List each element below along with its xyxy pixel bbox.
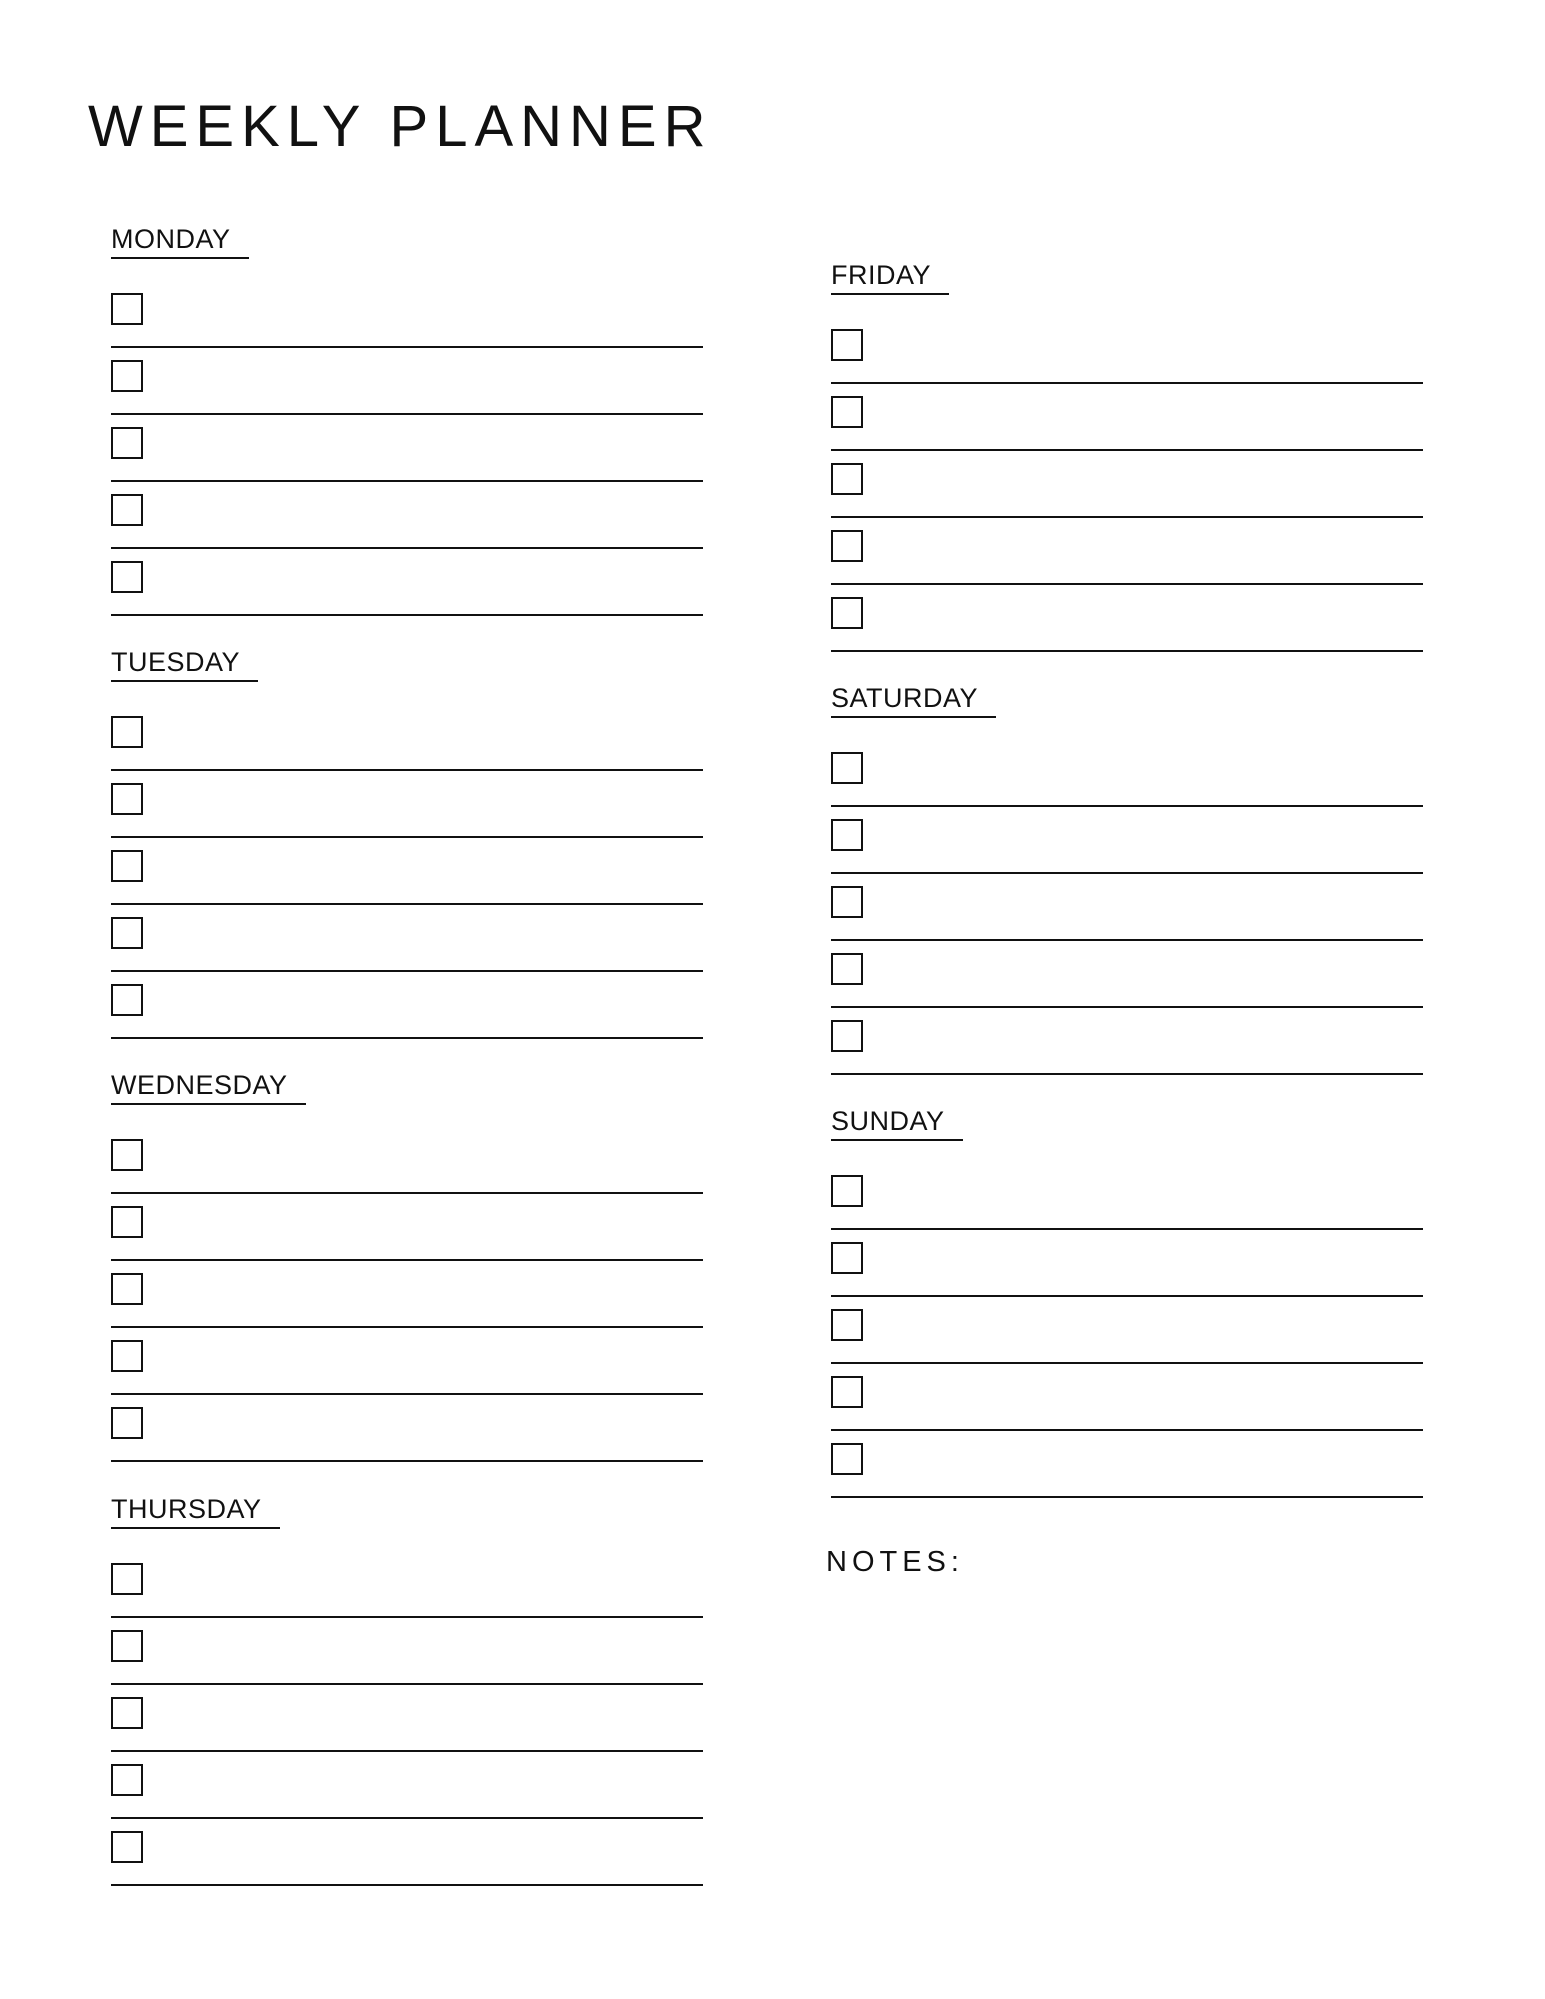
task-checkbox[interactable] (111, 984, 143, 1016)
day-tuesday (111, 649, 703, 1039)
day-heading: FRIDAY (831, 262, 949, 295)
task-row[interactable] (831, 319, 1423, 384)
day-heading: MONDAY (111, 226, 249, 259)
task-row[interactable] (111, 1263, 703, 1328)
task-row[interactable] (111, 1553, 703, 1618)
task-row[interactable] (831, 1165, 1423, 1230)
task-list (111, 1129, 703, 1462)
task-list (111, 706, 703, 1039)
task-row[interactable] (831, 943, 1423, 1008)
task-row[interactable] (111, 484, 703, 549)
task-checkbox[interactable] (111, 427, 143, 459)
task-row[interactable] (111, 706, 703, 771)
task-checkbox[interactable] (111, 1563, 143, 1595)
task-row[interactable] (111, 283, 703, 348)
task-checkbox[interactable] (111, 293, 143, 325)
task-checkbox[interactable] (831, 530, 863, 562)
task-row[interactable] (111, 1129, 703, 1194)
task-list (111, 1553, 703, 1886)
task-row[interactable] (111, 773, 703, 838)
task-checkbox[interactable] (111, 716, 143, 748)
task-checkbox[interactable] (831, 819, 863, 851)
task-row[interactable] (111, 1196, 703, 1261)
task-row[interactable] (111, 1620, 703, 1685)
task-row[interactable] (831, 1299, 1423, 1364)
task-row[interactable] (111, 840, 703, 905)
notes-area[interactable] (826, 1600, 1422, 1900)
task-checkbox[interactable] (111, 1407, 143, 1439)
task-checkbox[interactable] (111, 1206, 143, 1238)
task-row[interactable] (111, 551, 703, 616)
task-checkbox[interactable] (831, 1242, 863, 1274)
task-checkbox[interactable] (111, 783, 143, 815)
task-row[interactable] (111, 417, 703, 482)
task-checkbox[interactable] (111, 561, 143, 593)
task-checkbox[interactable] (831, 1020, 863, 1052)
task-row[interactable] (111, 974, 703, 1039)
task-checkbox[interactable] (831, 1443, 863, 1475)
task-row[interactable] (831, 587, 1423, 652)
day-sunday (831, 1108, 1423, 1498)
task-checkbox[interactable] (111, 917, 143, 949)
task-checkbox[interactable] (111, 1139, 143, 1171)
task-row[interactable] (831, 1433, 1423, 1498)
task-checkbox[interactable] (831, 1376, 863, 1408)
task-row[interactable] (111, 907, 703, 972)
day-thursday (111, 1496, 703, 1886)
task-row[interactable] (831, 876, 1423, 941)
task-list (831, 1165, 1423, 1498)
day-friday (831, 262, 1423, 652)
task-list (111, 283, 703, 616)
day-heading: THURSDAY (111, 1496, 280, 1529)
day-heading: WEDNESDAY (111, 1072, 306, 1105)
task-list (831, 742, 1423, 1075)
day-heading: SATURDAY (831, 685, 996, 718)
task-row[interactable] (111, 1821, 703, 1886)
task-checkbox[interactable] (111, 1630, 143, 1662)
task-checkbox[interactable] (111, 360, 143, 392)
task-checkbox[interactable] (831, 1175, 863, 1207)
task-checkbox[interactable] (831, 953, 863, 985)
task-checkbox[interactable] (111, 1831, 143, 1863)
task-row[interactable] (111, 1687, 703, 1752)
task-row[interactable] (831, 1232, 1423, 1297)
task-checkbox[interactable] (831, 886, 863, 918)
task-checkbox[interactable] (831, 597, 863, 629)
task-row[interactable] (831, 386, 1423, 451)
task-row[interactable] (831, 742, 1423, 807)
task-checkbox[interactable] (831, 1309, 863, 1341)
task-checkbox[interactable] (111, 1273, 143, 1305)
day-saturday (831, 685, 1423, 1075)
day-wednesday (111, 1072, 703, 1462)
task-row[interactable] (111, 1397, 703, 1462)
day-monday (111, 226, 703, 616)
task-checkbox[interactable] (111, 494, 143, 526)
task-row[interactable] (831, 453, 1423, 518)
task-checkbox[interactable] (111, 1340, 143, 1372)
task-checkbox[interactable] (831, 752, 863, 784)
task-list (831, 319, 1423, 652)
task-checkbox[interactable] (831, 396, 863, 428)
task-checkbox[interactable] (111, 850, 143, 882)
task-checkbox[interactable] (111, 1697, 143, 1729)
task-row[interactable] (111, 350, 703, 415)
task-checkbox[interactable] (831, 329, 863, 361)
day-heading: TUESDAY (111, 649, 258, 682)
page-title: WEEKLY PLANNER (88, 94, 713, 159)
task-row[interactable] (831, 1010, 1423, 1075)
task-row[interactable] (111, 1754, 703, 1819)
task-row[interactable] (831, 520, 1423, 585)
task-row[interactable] (831, 1366, 1423, 1431)
notes-label: NOTES: (826, 1546, 964, 1578)
task-checkbox[interactable] (111, 1764, 143, 1796)
task-checkbox[interactable] (831, 463, 863, 495)
day-heading: SUNDAY (831, 1108, 963, 1141)
task-row[interactable] (831, 809, 1423, 874)
task-row[interactable] (111, 1330, 703, 1395)
